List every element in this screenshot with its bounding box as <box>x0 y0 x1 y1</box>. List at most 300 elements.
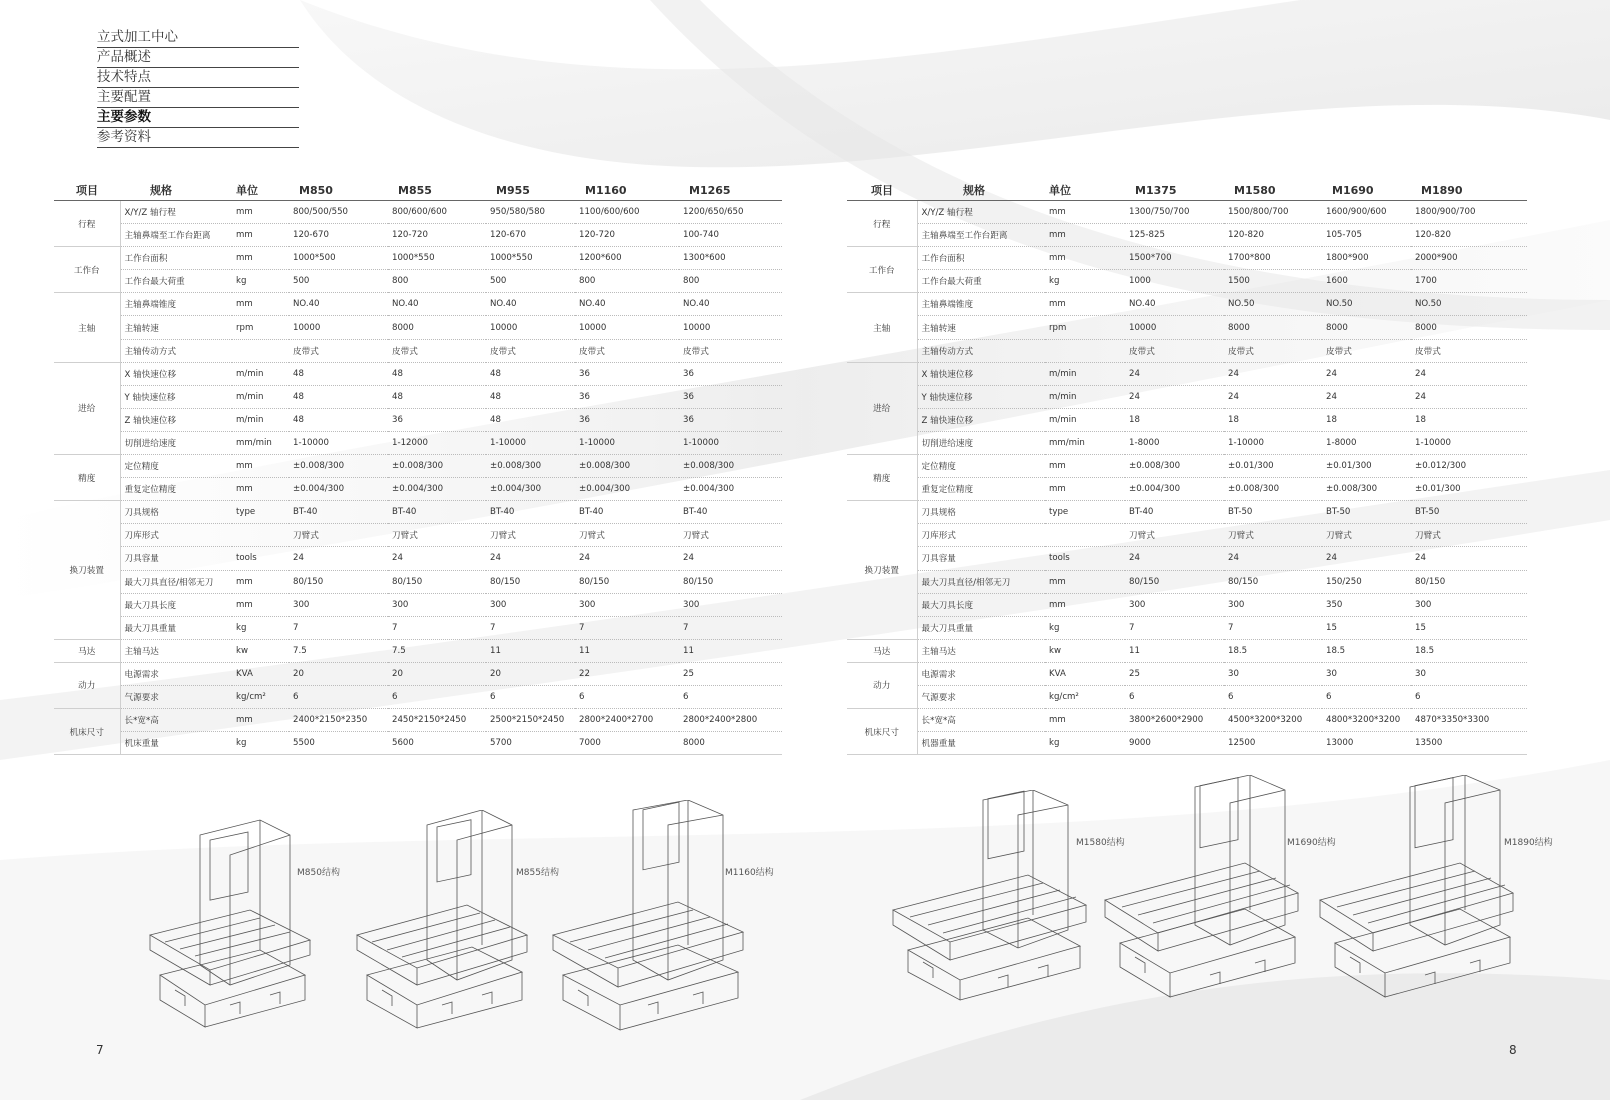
value-cell: ±0.012/300 <box>1411 455 1527 478</box>
unit-cell: mm <box>1045 293 1125 316</box>
unit-cell: kg <box>232 732 289 755</box>
spec-cell: 主轴鼻端至工作台距离 <box>120 224 232 247</box>
spec-cell: 电源需求 <box>917 662 1045 685</box>
value-cell: NO.40 <box>289 293 388 316</box>
value-cell: 6 <box>1125 685 1224 708</box>
value-cell: 120-670 <box>486 224 575 247</box>
spec-cell: 主轴马达 <box>120 639 232 662</box>
unit-cell: mm <box>232 455 289 478</box>
value-cell: 30 <box>1322 662 1411 685</box>
value-cell: ±0.008/300 <box>1224 478 1322 501</box>
spec-cell: Y 轴快速位移 <box>917 385 1045 408</box>
row-group-label: 机床尺寸 <box>847 709 917 755</box>
value-cell: 13500 <box>1411 732 1527 755</box>
value-cell: 24 <box>1125 547 1224 570</box>
spec-cell: 最大刀具重量 <box>120 616 232 639</box>
value-cell: 80/150 <box>486 570 575 593</box>
table-row <box>847 662 1527 685</box>
value-cell: 1500/800/700 <box>1224 201 1322 224</box>
unit-cell: type <box>1045 501 1125 524</box>
table-row <box>847 339 1527 362</box>
spec-cell: 主轴转速 <box>917 316 1045 339</box>
value-cell: 24 <box>1411 362 1527 385</box>
value-cell: 皮带式 <box>289 339 388 362</box>
unit-cell: mm <box>232 247 289 270</box>
value-cell: 1800/900/700 <box>1411 201 1527 224</box>
spec-cell: 主轴鼻端锥度 <box>917 293 1045 316</box>
table-row <box>847 685 1527 708</box>
value-cell: 刀臂式 <box>679 524 782 547</box>
value-cell: 24 <box>289 547 388 570</box>
value-cell: 800 <box>679 270 782 293</box>
table-row <box>54 224 782 247</box>
value-cell: 10000 <box>575 316 679 339</box>
value-cell: 9000 <box>1125 732 1224 755</box>
spec-cell: 长*宽*高 <box>120 709 232 732</box>
spec-cell: 最大刀具长度 <box>120 593 232 616</box>
row-group-label: 换刀装置 <box>847 501 917 640</box>
value-cell: 8000 <box>1224 316 1322 339</box>
unit-cell: mm <box>1045 224 1125 247</box>
table-row <box>847 616 1527 639</box>
value-cell: 7 <box>679 616 782 639</box>
value-cell: 950/580/580 <box>486 201 575 224</box>
value-cell: 1-10000 <box>575 431 679 454</box>
unit-cell: m/min <box>1045 408 1125 431</box>
value-cell: 1700 <box>1411 270 1527 293</box>
value-cell: 11 <box>486 639 575 662</box>
table-row <box>54 247 782 270</box>
unit-cell: KVA <box>1045 662 1125 685</box>
spec-cell: 电源需求 <box>120 662 232 685</box>
value-cell: 48 <box>388 385 486 408</box>
table-row <box>847 639 1527 662</box>
unit-cell: mm <box>232 709 289 732</box>
value-cell: 7 <box>289 616 388 639</box>
value-cell: 24 <box>486 547 575 570</box>
unit-cell: kw <box>1045 639 1125 662</box>
value-cell: 800/600/600 <box>388 201 486 224</box>
table-row <box>847 408 1527 431</box>
value-cell: 1700*800 <box>1224 247 1322 270</box>
value-cell: 80/150 <box>388 570 486 593</box>
table-row <box>847 501 1527 524</box>
table-row <box>847 732 1527 755</box>
value-cell: 10000 <box>289 316 388 339</box>
value-cell: 7 <box>575 616 679 639</box>
value-cell: 1300/750/700 <box>1125 201 1224 224</box>
unit-cell: kg <box>232 270 289 293</box>
table-row <box>847 224 1527 247</box>
value-cell: 皮带式 <box>679 339 782 362</box>
col-header-model: M1690 <box>1322 180 1411 201</box>
value-cell: BT-40 <box>575 501 679 524</box>
col-header-model: M1375 <box>1125 180 1224 201</box>
value-cell: 20 <box>388 662 486 685</box>
value-cell: 25 <box>679 662 782 685</box>
value-cell: 5500 <box>289 732 388 755</box>
col-header-unit: 单位 <box>1045 180 1125 201</box>
value-cell: 120-820 <box>1224 224 1322 247</box>
value-cell: 6 <box>1411 685 1527 708</box>
spec-cell: 刀具规格 <box>917 501 1045 524</box>
value-cell: 7.5 <box>388 639 486 662</box>
value-cell: ±0.004/300 <box>575 478 679 501</box>
unit-cell <box>232 524 289 547</box>
value-cell: 120-720 <box>575 224 679 247</box>
machine-caption: M1580结构 <box>1076 838 1125 848</box>
value-cell: 36 <box>679 385 782 408</box>
value-cell: 24 <box>1411 547 1527 570</box>
spec-cell: 气源要求 <box>917 685 1045 708</box>
value-cell: 1-10000 <box>486 431 575 454</box>
value-cell: 刀臂式 <box>1125 524 1224 547</box>
value-cell: BT-50 <box>1322 501 1411 524</box>
value-cell: 皮带式 <box>1411 339 1527 362</box>
value-cell: 24 <box>388 547 486 570</box>
value-cell: BT-40 <box>486 501 575 524</box>
table-row <box>54 201 782 224</box>
col-header-unit: 单位 <box>232 180 289 201</box>
value-cell: 8000 <box>1322 316 1411 339</box>
table-row <box>847 247 1527 270</box>
value-cell: 刀臂式 <box>1411 524 1527 547</box>
value-cell: BT-50 <box>1224 501 1322 524</box>
col-header-model: M1580 <box>1224 180 1322 201</box>
value-cell: NO.50 <box>1224 293 1322 316</box>
table-row <box>54 662 782 685</box>
table-row <box>54 732 782 755</box>
value-cell: 24 <box>1125 385 1224 408</box>
value-cell: 7000 <box>575 732 679 755</box>
value-cell: 7 <box>486 616 575 639</box>
spec-cell: 工作台最大荷重 <box>917 270 1045 293</box>
spec-cell: 主轴转速 <box>120 316 232 339</box>
value-cell: ±0.008/300 <box>679 455 782 478</box>
machine-drawing-m850 <box>140 815 320 1035</box>
value-cell: 125-825 <box>1125 224 1224 247</box>
value-cell: ±0.008/300 <box>486 455 575 478</box>
col-header-group: 项目 <box>847 180 917 201</box>
value-cell: 18.5 <box>1224 639 1322 662</box>
unit-cell: mm/min <box>232 431 289 454</box>
spec-cell: 工作台最大荷重 <box>120 270 232 293</box>
value-cell: BT-40 <box>1125 501 1224 524</box>
value-cell: ±0.01/300 <box>1411 478 1527 501</box>
value-cell: 10000 <box>679 316 782 339</box>
table-row <box>54 685 782 708</box>
value-cell: 24 <box>1322 547 1411 570</box>
value-cell: 11 <box>1125 639 1224 662</box>
value-cell: 100-740 <box>679 224 782 247</box>
value-cell: 1600 <box>1322 270 1411 293</box>
value-cell: 1600/900/600 <box>1322 201 1411 224</box>
value-cell: 2450*2150*2450 <box>388 709 486 732</box>
value-cell: 48 <box>486 408 575 431</box>
spec-cell: 主轴传动方式 <box>917 339 1045 362</box>
unit-cell: mm <box>232 570 289 593</box>
nav-item-active[interactable]: 主要参数 <box>97 108 299 128</box>
table-row <box>847 524 1527 547</box>
value-cell: 刀臂式 <box>1224 524 1322 547</box>
table-row <box>847 385 1527 408</box>
spec-cell: Z 轴快速位移 <box>120 408 232 431</box>
value-cell: 18.5 <box>1411 639 1527 662</box>
row-group-label: 马达 <box>847 639 917 662</box>
unit-cell: mm <box>1045 709 1125 732</box>
value-cell: ±0.004/300 <box>388 478 486 501</box>
value-cell: 6 <box>388 685 486 708</box>
row-group-label: 工作台 <box>847 247 917 293</box>
col-header-model: M850 <box>289 180 388 201</box>
value-cell: 18 <box>1224 408 1322 431</box>
value-cell: 6 <box>575 685 679 708</box>
unit-cell: m/min <box>1045 385 1125 408</box>
value-cell: 24 <box>1224 362 1322 385</box>
table-row <box>54 616 782 639</box>
table-row <box>54 570 782 593</box>
value-cell: ±0.008/300 <box>575 455 679 478</box>
nav-item[interactable]: 技术特点 <box>97 68 299 88</box>
spec-cell: 刀具容量 <box>917 547 1045 570</box>
value-cell: 25 <box>1125 662 1224 685</box>
value-cell: 11 <box>575 639 679 662</box>
table-row <box>847 709 1527 732</box>
machine-caption: M1690结构 <box>1287 838 1336 848</box>
value-cell: 7 <box>1125 616 1224 639</box>
value-cell: 36 <box>388 408 486 431</box>
value-cell: BT-40 <box>388 501 486 524</box>
nav-item[interactable]: 主要配置 <box>97 88 299 108</box>
value-cell: BT-40 <box>289 501 388 524</box>
value-cell: 1300*600 <box>679 247 782 270</box>
value-cell: 300 <box>289 593 388 616</box>
spec-cell: X/Y/Z 轴行程 <box>120 201 232 224</box>
unit-cell: m/min <box>232 408 289 431</box>
value-cell: 2800*2400*2800 <box>679 709 782 732</box>
spec-cell: X 轴快速位移 <box>120 362 232 385</box>
unit-cell: m/min <box>1045 362 1125 385</box>
value-cell: 6 <box>1322 685 1411 708</box>
value-cell: 48 <box>289 408 388 431</box>
value-cell: 48 <box>289 362 388 385</box>
row-group-label: 行程 <box>54 201 120 247</box>
value-cell: 120-720 <box>388 224 486 247</box>
value-cell: 80/150 <box>575 570 679 593</box>
unit-cell: kg <box>232 616 289 639</box>
value-cell: 80/150 <box>679 570 782 593</box>
value-cell: 30 <box>1411 662 1527 685</box>
value-cell: 18.5 <box>1322 639 1411 662</box>
nav-item[interactable]: 参考资料 <box>97 128 299 148</box>
value-cell: 24 <box>1224 547 1322 570</box>
machine-caption: M1890结构 <box>1504 838 1553 848</box>
table-row <box>54 408 782 431</box>
nav-item[interactable]: 立式加工中心 <box>97 28 299 48</box>
spec-cell: 切削进给速度 <box>917 431 1045 454</box>
row-group-label: 动力 <box>54 662 120 708</box>
table-row <box>847 316 1527 339</box>
value-cell: 12500 <box>1224 732 1322 755</box>
value-cell: 刀臂式 <box>486 524 575 547</box>
value-cell: 80/150 <box>289 570 388 593</box>
value-cell: 24 <box>1322 385 1411 408</box>
unit-cell: KVA <box>232 662 289 685</box>
spec-cell: 最大刀具直径/相邻无刀 <box>917 570 1045 593</box>
value-cell: 5700 <box>486 732 575 755</box>
spec-cell: 切削进给速度 <box>120 431 232 454</box>
value-cell: ±0.008/300 <box>289 455 388 478</box>
table-row <box>54 431 782 454</box>
nav-item[interactable]: 产品概述 <box>97 48 299 68</box>
value-cell: 18 <box>1411 408 1527 431</box>
table-row <box>847 201 1527 224</box>
machine-caption: M1160结构 <box>725 868 774 878</box>
unit-cell: m/min <box>232 385 289 408</box>
value-cell: 36 <box>575 408 679 431</box>
value-cell: 150/250 <box>1322 570 1411 593</box>
value-cell: 皮带式 <box>1125 339 1224 362</box>
unit-cell: type <box>232 501 289 524</box>
value-cell: ±0.008/300 <box>388 455 486 478</box>
value-cell: 18 <box>1125 408 1224 431</box>
value-cell: 300 <box>679 593 782 616</box>
value-cell: ±0.008/300 <box>1125 455 1224 478</box>
value-cell: 24 <box>1224 385 1322 408</box>
table-row <box>54 547 782 570</box>
value-cell: 1000*550 <box>486 247 575 270</box>
value-cell: ±0.01/300 <box>1322 455 1411 478</box>
unit-cell: mm/min <box>1045 431 1125 454</box>
value-cell: 15 <box>1322 616 1411 639</box>
value-cell: 5600 <box>388 732 486 755</box>
table-row <box>847 362 1527 385</box>
value-cell: 皮带式 <box>388 339 486 362</box>
row-group-label: 工作台 <box>54 247 120 293</box>
value-cell: 48 <box>486 362 575 385</box>
table-row <box>847 593 1527 616</box>
unit-cell: kg <box>1045 732 1125 755</box>
value-cell: 24 <box>1411 385 1527 408</box>
value-cell: 36 <box>679 362 782 385</box>
row-group-label: 行程 <box>847 201 917 247</box>
value-cell: 2500*2150*2450 <box>486 709 575 732</box>
machine-drawing-m1690 <box>1100 775 1300 1005</box>
value-cell: ±0.004/300 <box>486 478 575 501</box>
value-cell: 300 <box>1411 593 1527 616</box>
row-group-label: 马达 <box>54 639 120 662</box>
spec-cell: Z 轴快速位移 <box>917 408 1045 431</box>
value-cell: 1-8000 <box>1322 431 1411 454</box>
table-row <box>54 293 782 316</box>
value-cell: 1100/600/600 <box>575 201 679 224</box>
table-row <box>54 385 782 408</box>
spec-cell: 机床重量 <box>120 732 232 755</box>
spec-cell: X 轴快速位移 <box>917 362 1045 385</box>
unit-cell: tools <box>232 547 289 570</box>
value-cell: 6 <box>1224 685 1322 708</box>
machine-drawing-m1160 <box>548 800 748 1035</box>
spec-cell: 定位精度 <box>120 455 232 478</box>
section-nav <box>97 28 299 148</box>
spec-cell: 主轴鼻端至工作台距离 <box>917 224 1045 247</box>
unit-cell: kg/cm² <box>1045 685 1125 708</box>
spec-cell: 长*宽*高 <box>917 709 1045 732</box>
value-cell: 6 <box>289 685 388 708</box>
row-group-label: 主轴 <box>54 293 120 362</box>
table-row <box>54 709 782 732</box>
value-cell: 500 <box>289 270 388 293</box>
unit-cell: mm <box>1045 247 1125 270</box>
value-cell: NO.40 <box>575 293 679 316</box>
spec-cell: 主轴传动方式 <box>120 339 232 362</box>
spec-cell: 刀具规格 <box>120 501 232 524</box>
spec-cell: 最大刀具长度 <box>917 593 1045 616</box>
value-cell: 48 <box>388 362 486 385</box>
value-cell: 10000 <box>1125 316 1224 339</box>
value-cell: 36 <box>575 362 679 385</box>
value-cell: 6 <box>679 685 782 708</box>
value-cell: ±0.01/300 <box>1224 455 1322 478</box>
spec-cell: 刀具容量 <box>120 547 232 570</box>
value-cell: 80/150 <box>1125 570 1224 593</box>
value-cell: 皮带式 <box>486 339 575 362</box>
table-row <box>847 293 1527 316</box>
spec-cell: 工作台面积 <box>917 247 1045 270</box>
value-cell: BT-40 <box>679 501 782 524</box>
spec-cell: 重复定位精度 <box>120 478 232 501</box>
value-cell: 15 <box>1411 616 1527 639</box>
table-row <box>847 478 1527 501</box>
value-cell: 300 <box>575 593 679 616</box>
value-cell: 24 <box>575 547 679 570</box>
value-cell: 20 <box>289 662 388 685</box>
unit-cell: mm <box>232 224 289 247</box>
value-cell: 1-8000 <box>1125 431 1224 454</box>
value-cell: 10000 <box>486 316 575 339</box>
value-cell: 300 <box>388 593 486 616</box>
value-cell: ±0.004/300 <box>289 478 388 501</box>
value-cell: 36 <box>679 408 782 431</box>
spec-table-right <box>847 180 1527 755</box>
value-cell: 刀臂式 <box>388 524 486 547</box>
row-group-label: 机床尺寸 <box>54 709 120 755</box>
value-cell: NO.40 <box>679 293 782 316</box>
value-cell: 4870*3350*3300 <box>1411 709 1527 732</box>
value-cell: 1000 <box>1125 270 1224 293</box>
unit-cell: rpm <box>1045 316 1125 339</box>
value-cell: 24 <box>679 547 782 570</box>
row-group-label: 换刀装置 <box>54 501 120 640</box>
table-row <box>847 270 1527 293</box>
value-cell: ±0.004/300 <box>679 478 782 501</box>
table-row <box>54 501 782 524</box>
unit-cell: rpm <box>232 316 289 339</box>
value-cell: 3800*2600*2900 <box>1125 709 1224 732</box>
row-group-label: 精度 <box>54 455 120 501</box>
table-row <box>54 316 782 339</box>
table-row <box>54 639 782 662</box>
value-cell: 300 <box>1125 593 1224 616</box>
value-cell: ±0.008/300 <box>1322 478 1411 501</box>
unit-cell <box>1045 339 1125 362</box>
spec-cell: 机器重量 <box>917 732 1045 755</box>
col-header-model: M1160 <box>575 180 679 201</box>
value-cell: 24 <box>1125 362 1224 385</box>
spec-cell: 最大刀具直径/相邻无刀 <box>120 570 232 593</box>
table-row <box>54 362 782 385</box>
value-cell: 1-12000 <box>388 431 486 454</box>
